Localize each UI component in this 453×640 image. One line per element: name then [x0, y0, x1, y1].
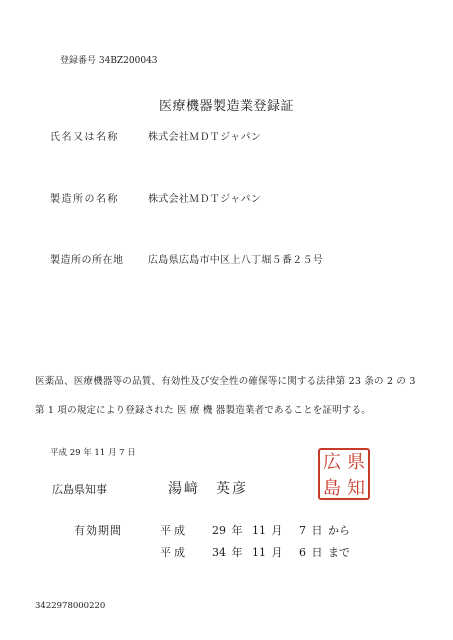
validity-from-year-unit: 年: [231, 524, 243, 537]
validity-to-era: 平成: [160, 546, 188, 559]
validity-from-era: 平成: [160, 524, 188, 537]
issuer-title: 広島県知事: [52, 483, 107, 496]
validity-from-month: 11: [252, 524, 266, 537]
certificate-title: 医療機器製造業登録証: [158, 99, 294, 114]
validity-to-year-unit: 年: [231, 546, 243, 559]
field-label-facility-name: 製造所の名称: [50, 194, 119, 205]
validity-from-suffix: から: [328, 524, 350, 537]
certification-text-line-1: 医薬品、医療機器等の品質、有効性及び安全性の確保等に関する法律第 23 条の 2 の 3: [35, 376, 416, 387]
validity-to-month: 11: [252, 546, 266, 559]
validity-to-suffix: まで: [328, 546, 350, 559]
certification-text-line-2: 第 1 項の規定により登録された 医 療 機 器製造業者であることを証明する。: [35, 405, 371, 416]
field-label-name: 氏名又は名称: [50, 132, 119, 143]
seal-char: 広: [323, 452, 341, 473]
validity-to-month-unit: 月: [271, 546, 283, 559]
validity-to: [160, 544, 358, 560]
validity-to-year: 34: [212, 546, 226, 559]
field-value-name: 株式会社ＭＤＴジャパン: [148, 132, 262, 143]
validity-to-day-unit: 日: [311, 546, 323, 559]
field-value-facility-address: 広島県広島市中区上八丁堀５番２５号: [148, 255, 324, 266]
seal-char: 島: [323, 478, 341, 499]
field-value-facility-name: 株式会社ＭＤＴジャパン: [148, 194, 262, 205]
footer-number: 3422978000220: [35, 601, 106, 611]
issue-date: 平成 29 年 11 月 7 日: [50, 448, 136, 458]
validity-from-day: 7: [299, 524, 306, 537]
validity-to-day: 6: [299, 546, 306, 559]
seal-char: 知: [347, 478, 365, 499]
seal-char: 県: [347, 452, 365, 473]
official-seal: [318, 448, 370, 500]
validity-from-year: 29: [212, 524, 226, 537]
registration-number: 登録番号 34BZ200043: [60, 56, 158, 66]
validity-label: 有効期間: [74, 524, 122, 537]
validity-from-month-unit: 月: [271, 524, 283, 537]
field-label-facility-address: 製造所の所在地: [50, 255, 124, 266]
validity-from-day-unit: 日: [311, 524, 323, 537]
validity-from: [160, 522, 358, 538]
signer-name: 湯﨑 英彦: [168, 481, 248, 497]
